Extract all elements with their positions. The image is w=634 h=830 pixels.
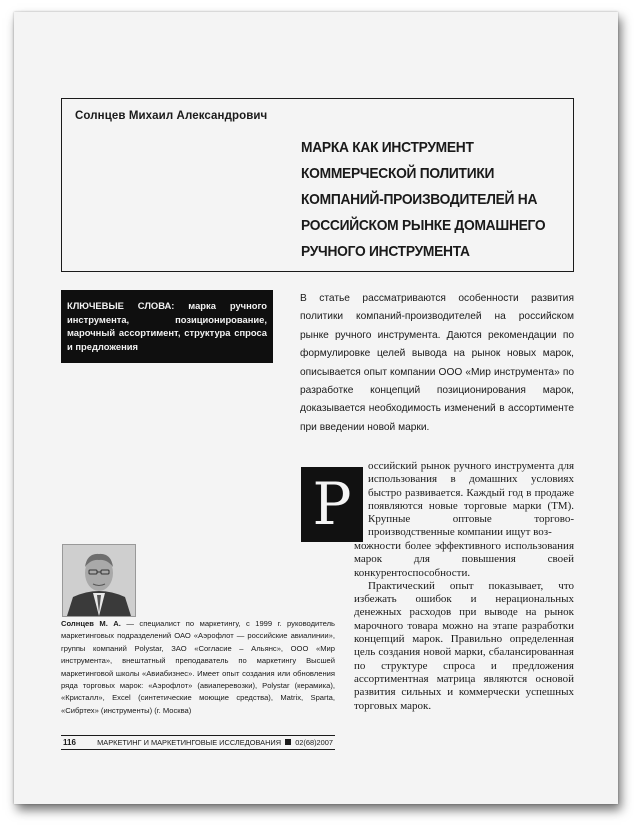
drop-cap: Р	[301, 467, 363, 542]
journal-issue: 02(68)2007	[295, 738, 333, 747]
header-box	[61, 98, 574, 272]
body-paragraph-1-end: можности более эффективного использования марок для повышения своей конкурентоспособности.	[354, 540, 574, 579]
page-footer	[61, 735, 335, 750]
bio-text: — специалист по маркетингу, с 1999 г. руководитель маркетинговых подразделений ОАО «Аэрофлот — российские авиалинии», группы компаний Polystar, ЗАО «Согласие – Альянс», ООО «Мир инструмента», внештатный преподаватель по маркетингу Высшей маркетинговой школы «Авиабизнес». Имеет опыт создания или обновления ряда торговых марок: «Аэрофлот» (авиаперевозки), Polystar (керамика), «Кристалл», Excel (синтетические моющие средства), Matrix, Sparta, «Сибртех» (инструменты) (г. Москва)	[61, 619, 336, 715]
article-title: МАРКА КАК ИНСТРУМЕНТ КОММЕРЧЕСКОЙ ПОЛИТИКИ КОМПАНИЙ-ПРОИЗВОДИТЕЛЕЙ НА РОССИЙСКОМ РЫНКЕ ДОМАШНЕГО РУЧНОГО ИНСТРУМЕНТА	[301, 139, 546, 260]
body-text-top	[368, 460, 574, 540]
author-photo	[62, 544, 136, 617]
author-name: Солнцев Михаил Александрович	[75, 110, 268, 122]
page	[14, 12, 618, 804]
keywords-box: КЛЮЧЕВЫЕ СЛОВА: марка ручного инструмента, позиционирование, марочный ассортимент, структура спроса и предложения	[61, 290, 273, 363]
author-portrait-icon	[63, 545, 135, 616]
author-bio	[61, 618, 335, 717]
journal-name	[97, 736, 333, 749]
body-text-bottom	[354, 540, 574, 713]
square-bullet-icon	[285, 739, 291, 745]
abstract: В статье рассматриваются особенности развития политики компаний-производителей на российском рынке ручного инструмента. Даются рекомендации по формулировке целей вывода на рынок новых марок, описывается опыт компании ООО «Мир инструмента» по разработке концепций позиционирования марок, доказывается необходимость изменений в ассортименте при введении новой марки.	[300, 293, 574, 433]
page-number: 116	[63, 738, 76, 747]
bio-name: Солнцев М. А.	[61, 619, 121, 628]
body-paragraph-1-start: оссийский рынок ручного инструмента для использования в домашних условиях быстро развивается. Каждый год в продаже появляются новые торговые марки (ТМ). Крупные оптовые торгово-производственные компании ищут воз-	[368, 460, 574, 539]
journal-title: МАРКЕТИНГ И МАРКЕТИНГОВЫЕ ИССЛЕДОВАНИЯ	[97, 738, 282, 747]
body-paragraph-2: Практический опыт показывает, что избежать ошибок и нерациональных денежных расходов при выводе на рынок марочного товара можно на этапе разработки концепций марок. Правильно определенная цель создания новой марки, сбалансированная по структуре спроса и предложения ассортиментная матрица являются основой развития сильных и коммерчески успешных торговых марок.	[354, 579, 574, 712]
